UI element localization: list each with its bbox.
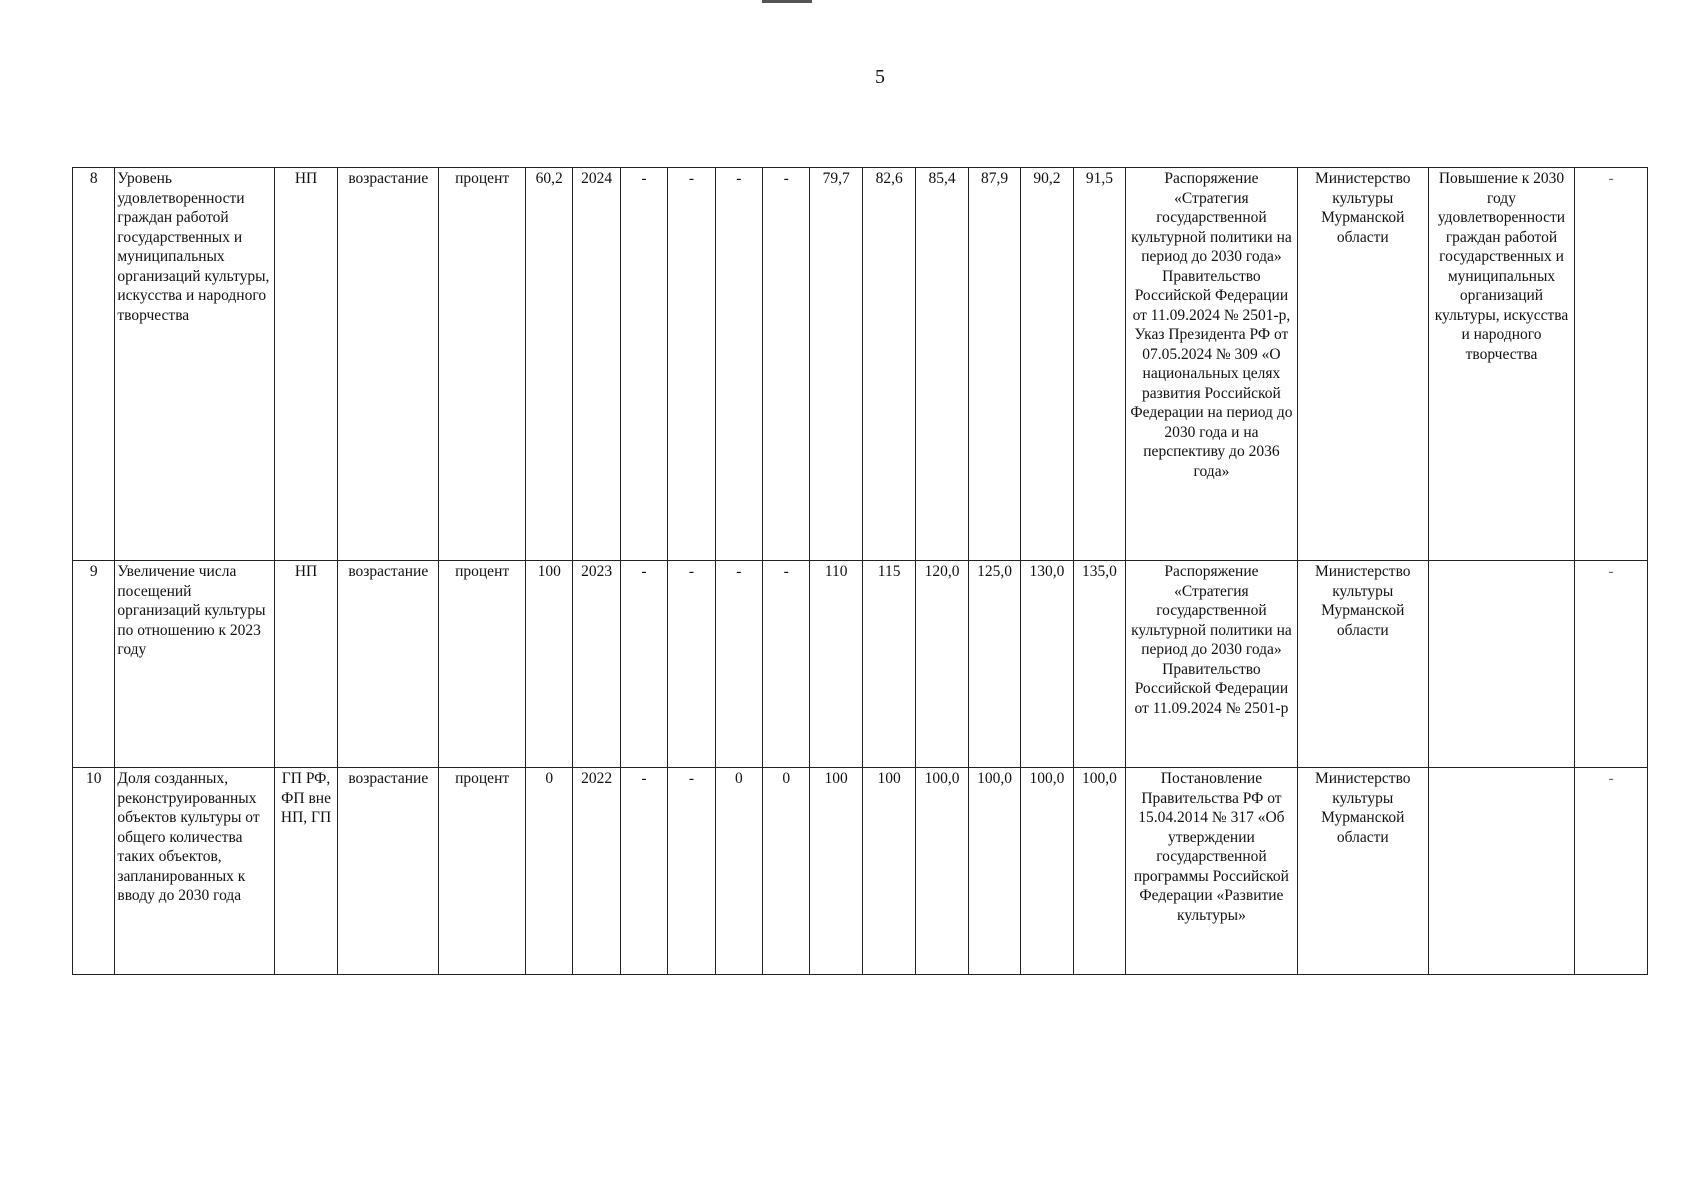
row-number: 9 bbox=[73, 561, 115, 768]
value-y7: 100,0 bbox=[916, 768, 968, 975]
basis-document: Распоряжение «Стратегия государственной культурной политики на период до 2030 года» Правительство Российской Федерации от 11.09.2024 № 2501-р, Указ Президента РФ от 07.05.2024 № 309 «О национальных целях развития Российской Федерации на период до 2030 года и на перспективу до 2036 года» bbox=[1126, 168, 1298, 561]
value-y5: 79,7 bbox=[810, 168, 862, 561]
last-column: - bbox=[1575, 768, 1648, 975]
indicator-unit: процент bbox=[439, 168, 526, 561]
indicator-name: Доля созданных, реконструированных объектов культуры от общего количества таких объектов, запланированных к вводу до 2030 года bbox=[115, 768, 274, 975]
base-year: 2022 bbox=[573, 768, 620, 975]
value-y6: 82,6 bbox=[862, 168, 915, 561]
indicator-unit: процент bbox=[439, 768, 526, 975]
indicator-direction: возрастание bbox=[338, 768, 439, 975]
indicator-name: Увеличение числа посещений организаций культуры по отношению к 2023 году bbox=[115, 561, 274, 768]
base-year: 2023 bbox=[573, 561, 620, 768]
row-number: 10 bbox=[73, 768, 115, 975]
indicator-direction: возрастание bbox=[338, 561, 439, 768]
indicator-type: НП bbox=[274, 168, 338, 561]
value-y10: 100,0 bbox=[1073, 768, 1125, 975]
table-row bbox=[73, 768, 1648, 975]
value-y2: - bbox=[668, 561, 715, 768]
basis-document: Постановление Правительства РФ от 15.04.2014 № 317 «Об утверждении государственной программы Российской Федерации «Развитие культуры» bbox=[1126, 768, 1298, 975]
value-y6: 115 bbox=[862, 561, 915, 768]
goal-link: Повышение к 2030 году удовлетворенности граждан работой государственных и муниципальных организаций культуры, искусства и народного творчества bbox=[1428, 168, 1574, 561]
value-y3: 0 bbox=[715, 768, 762, 975]
goal-link bbox=[1428, 768, 1574, 975]
indicator-type: ГП РФ, ФП вне НП, ГП bbox=[274, 768, 338, 975]
responsible-body: Министерство культуры Мурманской области bbox=[1297, 168, 1428, 561]
value-y5: 110 bbox=[810, 561, 862, 768]
last-column: - bbox=[1575, 561, 1648, 768]
value-y10: 91,5 bbox=[1073, 168, 1125, 561]
value-y1: - bbox=[620, 168, 667, 561]
table-row bbox=[73, 561, 1648, 768]
goal-link bbox=[1428, 561, 1574, 768]
value-y8: 100,0 bbox=[968, 768, 1020, 975]
value-y4: 0 bbox=[763, 768, 810, 975]
indicator-name: Уровень удовлетворенности граждан работой государственных и муниципальных организаций культуры, искусства и народного творчества bbox=[115, 168, 274, 561]
value-y1: - bbox=[620, 561, 667, 768]
value-y4: - bbox=[763, 168, 810, 561]
value-y6: 100 bbox=[862, 768, 915, 975]
top-edge-mark bbox=[762, 0, 812, 3]
value-y5: 100 bbox=[810, 768, 862, 975]
value-y7: 120,0 bbox=[916, 561, 968, 768]
responsible-body: Министерство культуры Мурманской области bbox=[1297, 561, 1428, 768]
indicator-unit: процент bbox=[439, 561, 526, 768]
value-y3: - bbox=[715, 561, 762, 768]
value-y1: - bbox=[620, 768, 667, 975]
value-y7: 85,4 bbox=[916, 168, 968, 561]
value-y9: 100,0 bbox=[1021, 768, 1073, 975]
base-value: 60,2 bbox=[526, 168, 573, 561]
responsible-body: Министерство культуры Мурманской области bbox=[1297, 768, 1428, 975]
value-y2: - bbox=[668, 168, 715, 561]
base-value: 100 bbox=[526, 561, 573, 768]
value-y4: - bbox=[763, 561, 810, 768]
last-column: - bbox=[1575, 168, 1648, 561]
row-number: 8 bbox=[73, 168, 115, 561]
indicator-type: НП bbox=[274, 561, 338, 768]
value-y8: 87,9 bbox=[968, 168, 1020, 561]
indicators-table bbox=[72, 167, 1648, 975]
value-y9: 130,0 bbox=[1021, 561, 1073, 768]
base-year: 2024 bbox=[573, 168, 620, 561]
indicator-direction: возрастание bbox=[338, 168, 439, 561]
page-number: 5 bbox=[875, 66, 885, 88]
value-y10: 135,0 bbox=[1073, 561, 1125, 768]
base-value: 0 bbox=[526, 768, 573, 975]
value-y9: 90,2 bbox=[1021, 168, 1073, 561]
table-row bbox=[73, 168, 1648, 561]
value-y8: 125,0 bbox=[968, 561, 1020, 768]
basis-document: Распоряжение «Стратегия государственной культурной политики на период до 2030 года» Правительство Российской Федерации от 11.09.2024 № 2501-р bbox=[1126, 561, 1298, 768]
value-y3: - bbox=[715, 168, 762, 561]
value-y2: - bbox=[668, 768, 715, 975]
